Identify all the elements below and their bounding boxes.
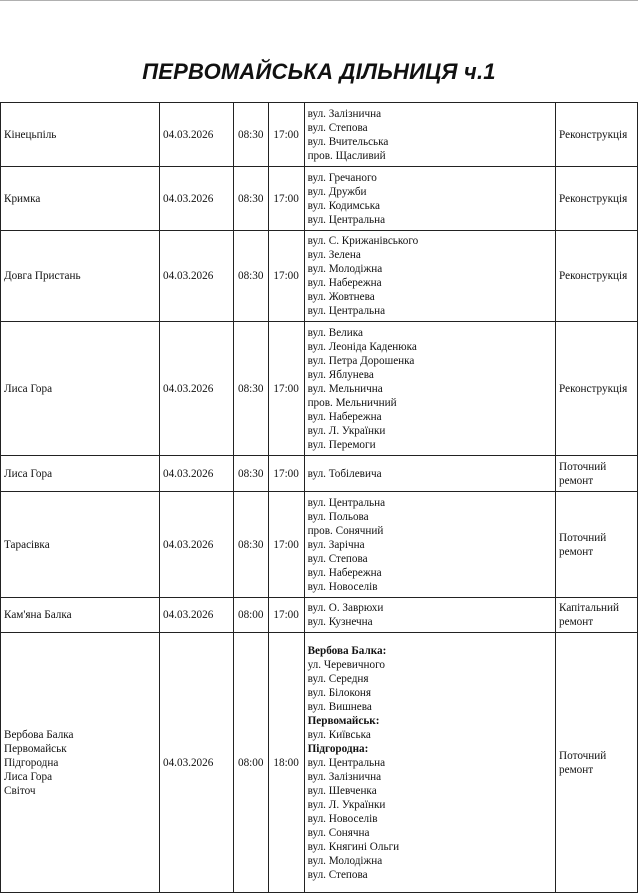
settlement-name: Вербова Балка (4, 728, 74, 741)
work-type-cell: Реконструкція (556, 322, 638, 456)
street-name: вул. Залізнична (307, 107, 382, 120)
settlement-cell (1, 456, 160, 492)
street-name: вул. Гречаного (307, 171, 377, 184)
street-name: вул. Сонячна (307, 826, 370, 839)
street-name: вул. Центральна (307, 756, 386, 769)
street-name: вул. Центральна (307, 496, 386, 509)
settlement-name: Тарасівка (4, 538, 50, 551)
street-name: пров. Сонячний (307, 524, 384, 537)
page-title: ПЕРВОМАЙСЬКА ДІЛЬНИЦЯ ч.1 (142, 59, 496, 84)
settlement-name: Лиса Гора (4, 467, 53, 480)
settlement-subheading: Підгородна: (307, 742, 369, 755)
work-type-cell: Капітальний ремонт (556, 598, 638, 633)
settlement-name: Кримка (4, 192, 41, 205)
table-row (1, 598, 638, 633)
settlement-name: Довга Пристань (4, 270, 81, 282)
end-time-cell: 17:00 (268, 231, 304, 322)
street-name: вул. О. Заврюхи (307, 602, 384, 614)
start-time-cell: 08:30 (233, 167, 268, 231)
street-name: вул. Набережна (307, 277, 382, 289)
street-name: вул. Зарічна (307, 538, 365, 551)
street-name: вул. С. Крижанівського (307, 235, 419, 247)
streets-cell (304, 633, 555, 893)
table-row (1, 231, 638, 322)
street-name: вул. Шевченка (307, 784, 377, 797)
end-time-cell: 17:00 (268, 492, 304, 598)
settlement-name: Підгородна (4, 756, 59, 769)
settlement-name: Лиса Гора (4, 382, 53, 395)
start-time-cell: 08:00 (233, 598, 268, 633)
date-cell: 04.03.2026 (159, 456, 233, 492)
street-name: вул. Кодимська (307, 199, 380, 212)
work-type-cell: Поточний ремонт (556, 633, 638, 893)
start-time-cell: 08:30 (233, 103, 268, 167)
street-name: вул. Набережна (307, 566, 382, 579)
date-cell: 04.03.2026 (159, 167, 233, 231)
street-name: вул. Молодіжна (307, 854, 383, 867)
streets-cell (304, 231, 555, 322)
street-name: вул. Вчительська (307, 135, 389, 148)
street-name: вул. Велика (307, 326, 363, 339)
settlement-name: Світоч (4, 784, 36, 797)
street-name: вул. Л. Українки (307, 798, 386, 811)
settlement-subheading: Вербова Балка: (307, 644, 387, 657)
street-name: вул. Польова (307, 510, 369, 523)
streets-cell (304, 322, 555, 456)
work-type-cell: Поточний ремонт (556, 456, 638, 492)
street-name: вул. Степова (307, 868, 368, 881)
streets-cell (304, 103, 555, 167)
street-name: вул. Зелена (307, 249, 361, 261)
street-name: вул. Кузнечна (307, 616, 373, 628)
work-type-cell: Реконструкція (556, 231, 638, 322)
end-time-cell: 17:00 (268, 598, 304, 633)
street-name: вул. Вишнева (307, 700, 372, 713)
settlement-name: Лиса Гора (4, 770, 53, 783)
settlement-cell (1, 167, 160, 231)
table-row (1, 103, 638, 167)
page-top-border (0, 0, 638, 1)
table-row (1, 456, 638, 492)
table-row (1, 492, 638, 598)
outage-schedule-table (0, 102, 638, 893)
date-cell: 04.03.2026 (159, 322, 233, 456)
settlement-name: Первомайськ (4, 742, 67, 755)
date-cell: 04.03.2026 (159, 492, 233, 598)
street-name: вул. Новоселів (307, 580, 378, 593)
start-time-cell: 08:30 (233, 492, 268, 598)
street-name: вул. Леоніда Каденюка (307, 340, 417, 353)
streets-cell (304, 598, 555, 633)
streets-cell (304, 492, 555, 598)
street-name: пров. Мельничний (307, 396, 397, 409)
end-time-cell: 18:00 (268, 633, 304, 893)
streets-cell (304, 456, 555, 492)
settlement-cell (1, 492, 160, 598)
street-name: вул. Середня (307, 672, 369, 685)
end-time-cell: 17:00 (268, 456, 304, 492)
street-name: пров. Щасливий (307, 149, 386, 162)
street-name: вул. Мельнична (307, 382, 383, 395)
date-cell: 04.03.2026 (159, 103, 233, 167)
street-name: вул. Петра Дорошенка (307, 354, 415, 367)
work-type-cell: Реконструкція (556, 103, 638, 167)
street-name: вул. Княгині Ольги (307, 840, 400, 853)
settlement-cell (1, 231, 160, 322)
street-name: вул. Л. Українки (307, 424, 386, 437)
work-type-cell: Реконструкція (556, 167, 638, 231)
street-name: вул. Тобілевича (307, 467, 382, 480)
street-name: вул. Новоселів (307, 812, 378, 825)
settlement-cell (1, 322, 160, 456)
street-name: вул. Білоконя (307, 686, 372, 699)
date-cell: 04.03.2026 (159, 231, 233, 322)
date-cell: 04.03.2026 (159, 633, 233, 893)
end-time-cell: 17:00 (268, 167, 304, 231)
settlement-cell (1, 633, 160, 893)
work-type-cell: Поточний ремонт (556, 492, 638, 598)
street-name: вул. Жовтнева (307, 291, 375, 303)
start-time-cell: 08:30 (233, 456, 268, 492)
table-row (1, 167, 638, 231)
street-name: ул. Черевичного (307, 658, 386, 671)
start-time-cell: 08:30 (233, 231, 268, 322)
settlement-name: Кам'яна Балка (4, 609, 72, 621)
start-time-cell: 08:00 (233, 633, 268, 893)
settlement-name: Кінецьпіль (4, 128, 57, 141)
table-row (1, 322, 638, 456)
street-name: вул. Київська (307, 728, 371, 741)
table-row (1, 633, 638, 893)
end-time-cell: 17:00 (268, 322, 304, 456)
street-name: вул. Молодіжна (307, 263, 383, 275)
street-name: вул. Центральна (307, 213, 386, 226)
start-time-cell: 08:30 (233, 322, 268, 456)
street-name: вул. Дружби (307, 185, 367, 198)
end-time-cell: 17:00 (268, 103, 304, 167)
settlement-cell (1, 598, 160, 633)
settlement-subheading: Первомайськ: (307, 714, 380, 727)
street-name: вул. Яблунева (307, 368, 374, 381)
street-name: вул. Набережна (307, 410, 382, 423)
streets-cell (304, 167, 555, 231)
settlement-cell (1, 103, 160, 167)
street-name: вул. Степова (307, 121, 368, 134)
street-name: вул. Центральна (307, 305, 386, 317)
street-name: вул. Степова (307, 552, 368, 565)
street-name: вул. Перемоги (307, 438, 376, 451)
date-cell: 04.03.2026 (159, 598, 233, 633)
street-name: вул. Залізнична (307, 770, 382, 783)
